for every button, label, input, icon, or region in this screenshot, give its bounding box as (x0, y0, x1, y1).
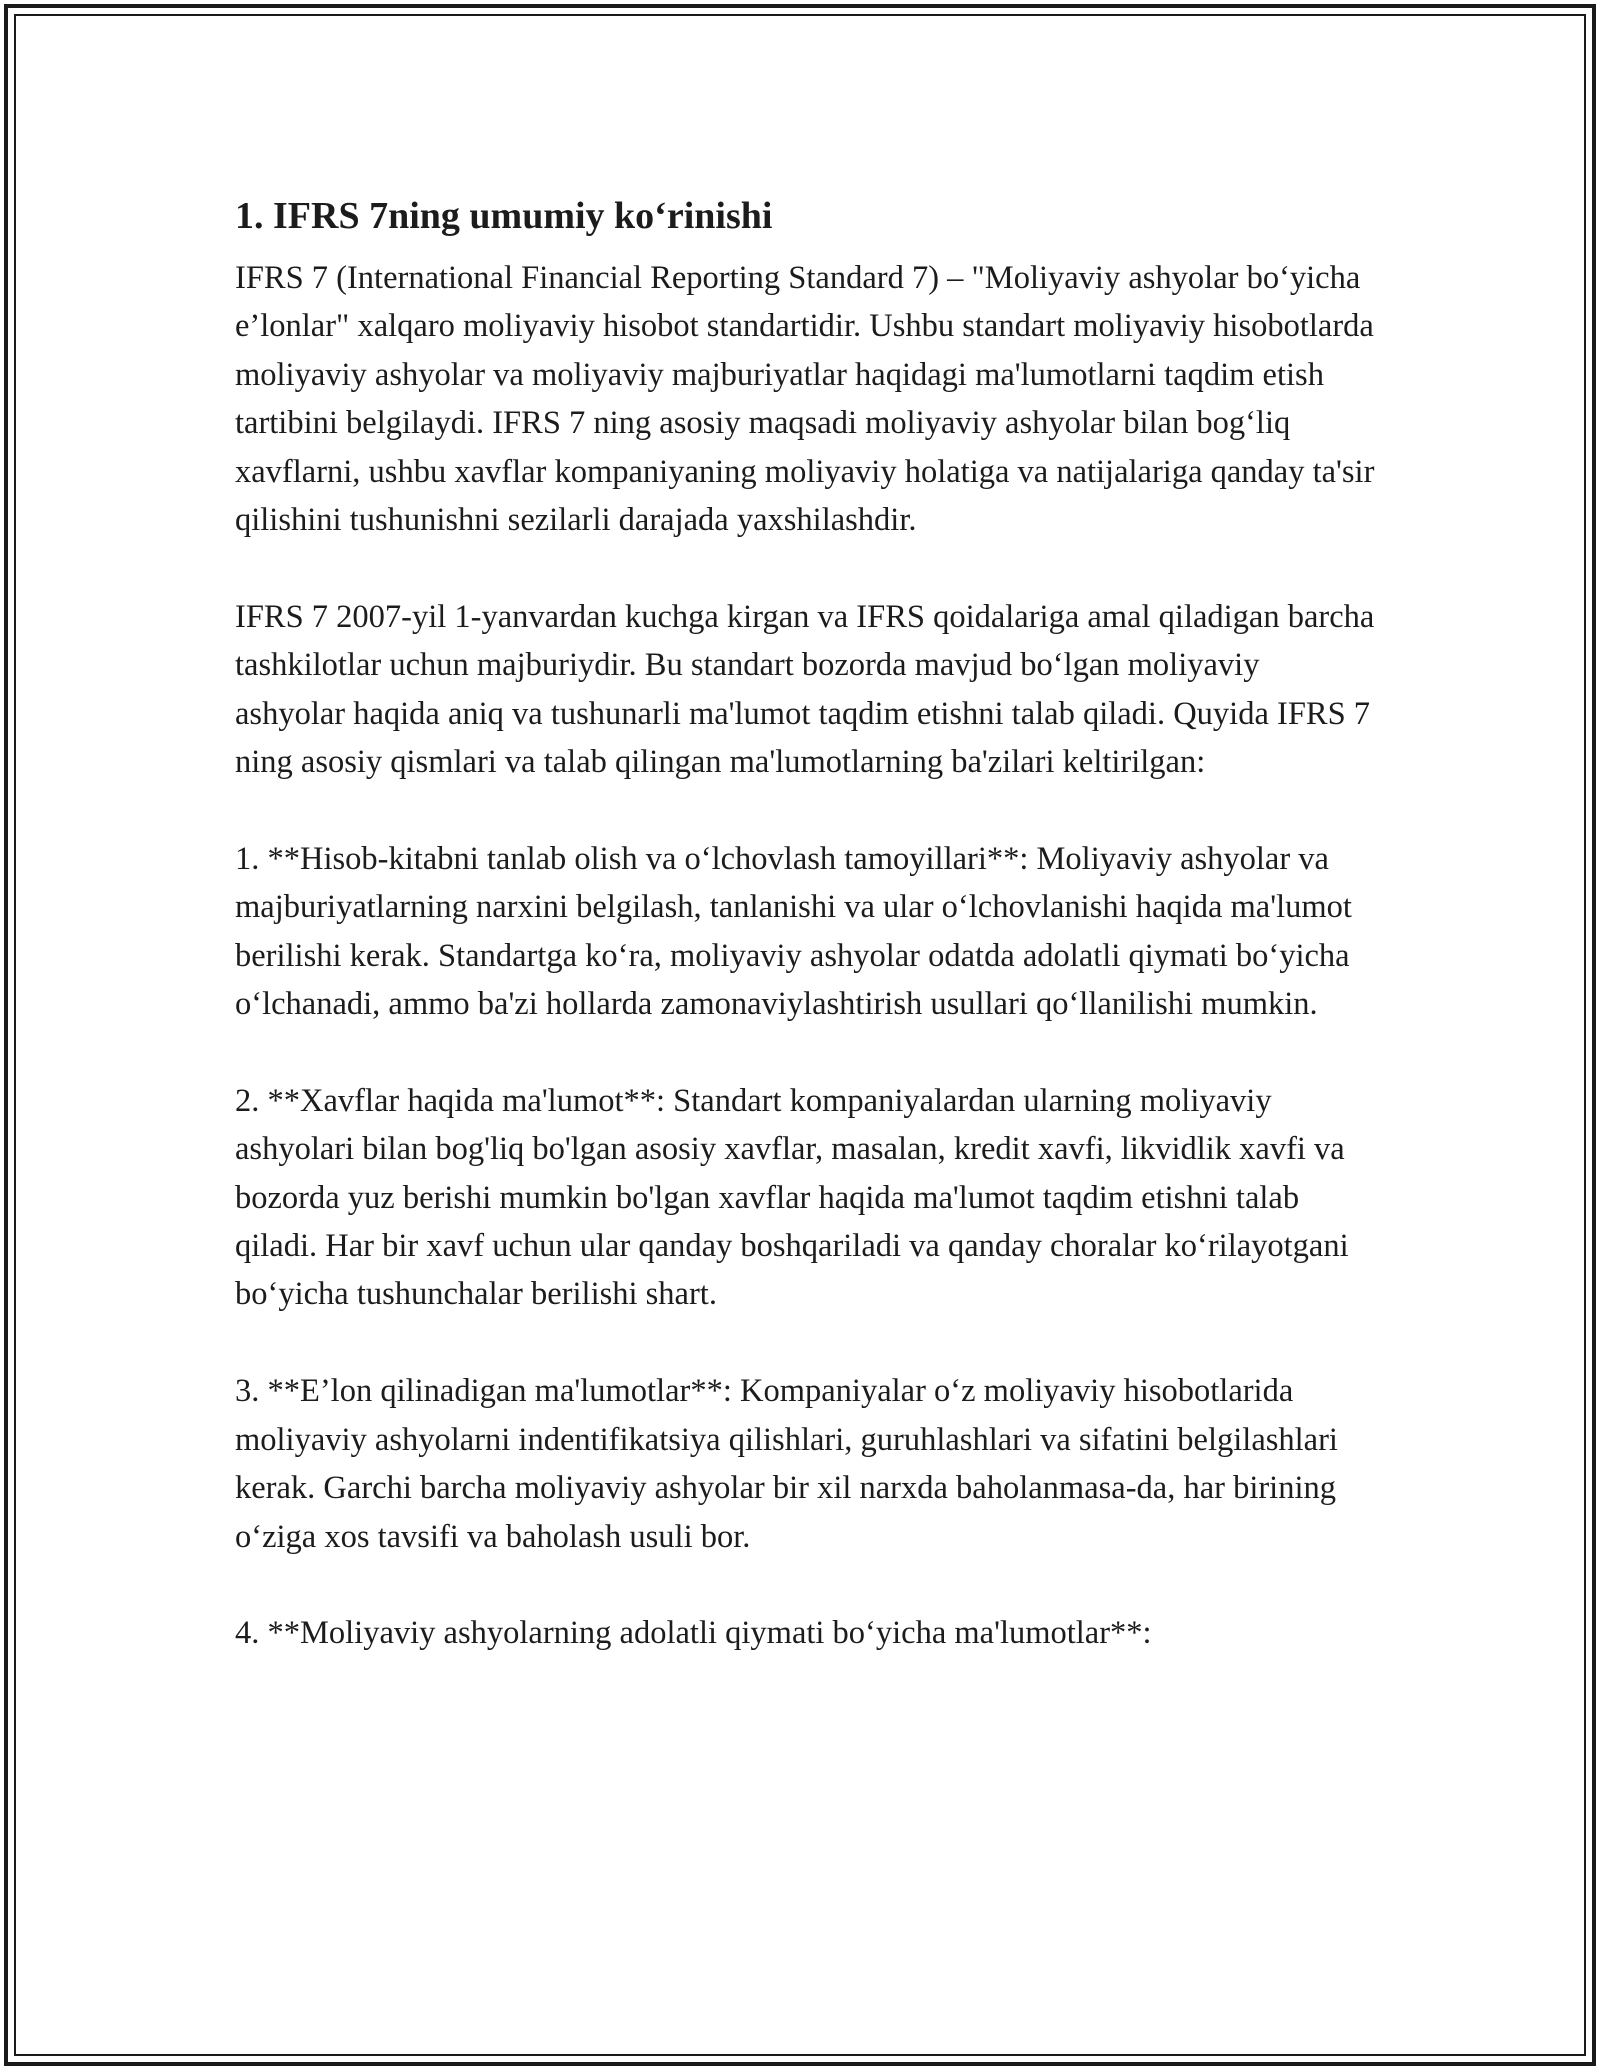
paragraph-intro: IFRS 7 (International Financial Reporting Standard 7) – "Moliyaviy ashyolar bo‘yicha e’lonlar" xalqaro moliyaviy hisobot standartidir. Ushbu standart moliyaviy hisobotlarda moliyaviy ashyolar va moliyaviy majburiyatlar haqidagi ma'lumotlarni taqdim etish tartibini belgilaydi. IFRS 7 ning asosiy maqsadi moliyaviy ashyolar bilan bog‘liq xavflarni, ushbu xavflar kompaniyaning moliyaviy holatiga va natijalariga qanday ta'sir qilishini tushunishni sezilarli darajada yaxshilashdir. (235, 260, 1375, 539)
list-item-risk-information: 2. **Xavflar haqida ma'lumot**: Standart kompaniyalardan ularning moliyaviy ashyolari bilan bog'liq bo'lgan asosiy xavflar, masalan, kredit xavfi, likvidlik xavfi va bozorda yuz berishi mumkin bo'lgan xavflar haqida ma'lumot taqdim etishni talab qiladi. Har bir xavf uchun ular qanday boshqariladi va qanday choralar ko‘rilayotgani bo‘yicha tushunchalar berilishi shart. (235, 1082, 1349, 1313)
paragraph-effective-date: IFRS 7 2007-yil 1-yanvardan kuchga kirgan va IFRS qoidalariga amal qiladigan barcha tashkilotlar uchun majburiydir. Bu standart bozorda mavjud bo‘lgan moliyaviy ashyolar haqida aniq va tushunarli ma'lumot taqdim etishni talab qiladi. Quyida IFRS 7 ning asosiy qismlari va talab qilingan ma'lumotlarning ba'zilari keltirilgan: (235, 598, 1375, 781)
section-heading: 1. IFRS 7ning umumiy ko‘rinishi (235, 195, 773, 237)
document-body (235, 186, 1375, 1658)
list-item-measurement-principles: 1. **Hisob-kitabni tanlab olish va o‘lchovlash tamoyillari**: Moliyaviy ashyolar va majburiyatlarning narxini belgilash, tanlanishi va ular o‘lchovlanishi haqida ma'lumot berilishi kerak. Standartga ko‘ra, moliyaviy ashyolar odatda adolatli qiymati bo‘yicha o‘lchanadi, ammo ba'zi hollarda zamonaviylashtirish usullari qo‘llanilishi mumkin. (235, 840, 1352, 1023)
list-item-fair-value: 4. **Moliyaviy ashyolarning adolatli qiymati bo‘yicha ma'lumotlar**: (235, 1615, 1152, 1652)
list-item-disclosed-information: 3. **E’lon qilinadigan ma'lumotlar**: Kompaniyalar o‘z moliyaviy hisobotlarida moliyaviy ashyolarni indentifikatsiya qilishlari, guruhlashlari va sifatini belgilashlari kerak. Garchi barcha moliyaviy ashyolar bir xil narxda baholanmasa-da, har birining o‘ziga xos tavsifi va baholash usuli bor. (235, 1373, 1338, 1555)
